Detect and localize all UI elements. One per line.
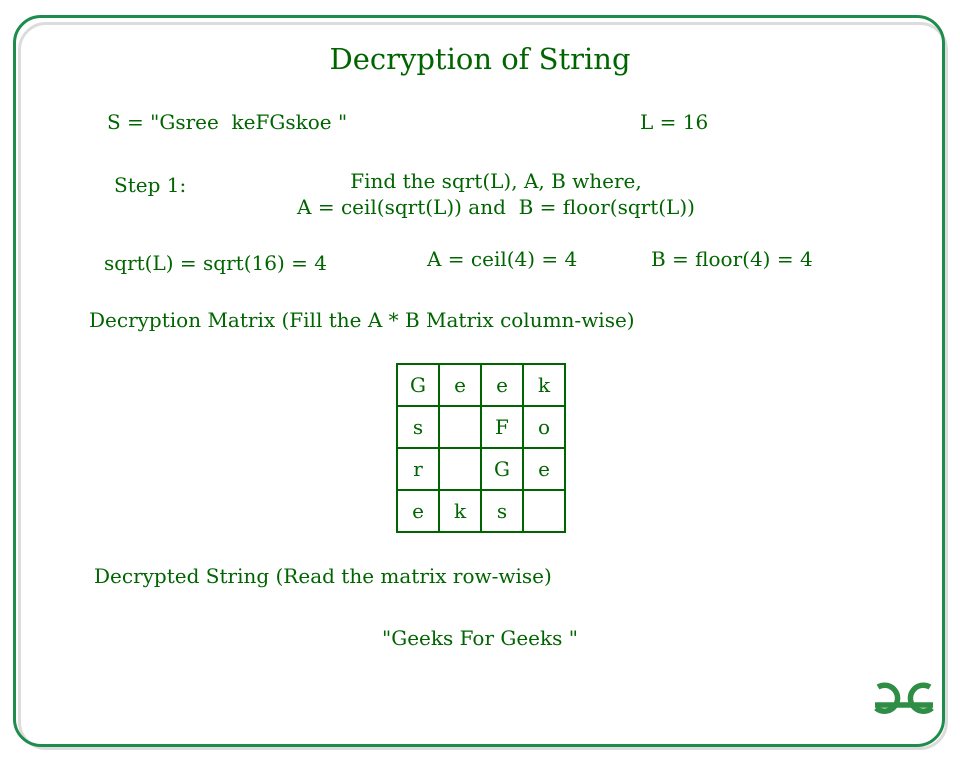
step1-line2: A = ceil(sqrt(L)) and B = floor(sqrt(L)) <box>297 195 695 219</box>
floor-computation: B = floor(4) = 4 <box>651 247 813 271</box>
input-length: L = 16 <box>640 110 709 134</box>
matrix-cell: o <box>523 406 565 448</box>
matrix-cell: e <box>523 448 565 490</box>
matrix-cell <box>439 406 481 448</box>
matrix-caption: Decryption Matrix (Fill the A * B Matrix column-wise) <box>89 308 635 332</box>
matrix-cell: k <box>523 364 565 406</box>
matrix-cell: s <box>481 490 523 532</box>
ceil-computation: A = ceil(4) = 4 <box>427 247 578 271</box>
matrix-row <box>397 448 565 490</box>
result-caption: Decrypted String (Read the matrix row-wise) <box>94 564 552 588</box>
matrix-cell: e <box>397 490 439 532</box>
matrix-cell: F <box>481 406 523 448</box>
matrix-cell <box>523 490 565 532</box>
matrix-cell: e <box>481 364 523 406</box>
decrypted-result: "Geeks For Geeks " <box>382 626 578 650</box>
matrix-cell: e <box>439 364 481 406</box>
matrix-cell: r <box>397 448 439 490</box>
geeksforgeeks-logo-icon <box>872 678 936 724</box>
step1-line1: Find the sqrt(L), A, B where, <box>350 169 642 193</box>
matrix-cell: k <box>439 490 481 532</box>
matrix-row <box>397 406 565 448</box>
step1-label: Step 1: <box>114 173 187 197</box>
matrix-cell <box>439 448 481 490</box>
input-string: S = "Gsree keFGskoe " <box>107 110 348 134</box>
matrix-row <box>397 364 565 406</box>
decryption-matrix <box>396 363 566 533</box>
matrix-cell: s <box>397 406 439 448</box>
matrix-cell: G <box>397 364 439 406</box>
matrix-cell: G <box>481 448 523 490</box>
matrix-row <box>397 490 565 532</box>
sqrt-computation: sqrt(L) = sqrt(16) = 4 <box>104 251 327 275</box>
diagram-title: Decryption of String <box>329 42 631 76</box>
